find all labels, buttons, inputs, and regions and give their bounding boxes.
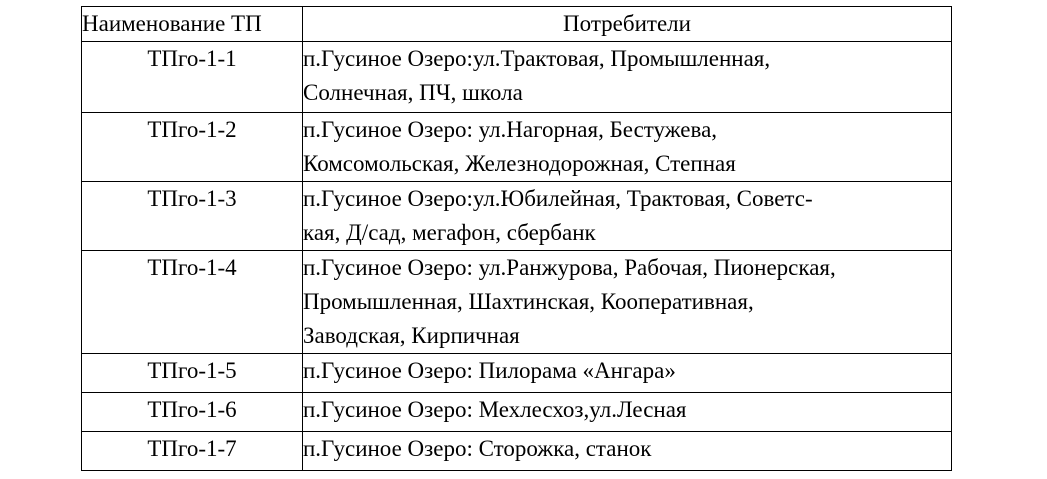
consumers-cell xyxy=(303,393,952,432)
substations-consumers-table xyxy=(81,6,952,471)
consumers-line: п.Гусиное Озеро: Сторожка, станок xyxy=(303,436,652,461)
consumers-line: Промышленная, Шахтинская, Кооперативная, xyxy=(303,289,754,314)
consumers-cell xyxy=(303,251,952,354)
cropped-heading-fragment xyxy=(82,0,342,4)
consumers-line: Солнечная, ПЧ, школа xyxy=(303,80,523,105)
header-consumers: Потребители xyxy=(303,7,952,42)
consumers-cell xyxy=(303,354,952,393)
consumers-line: п.Гусиное Озеро: ул.Ранжурова, Рабочая, Пионерская, xyxy=(303,255,836,280)
substation-name-cell: ТПго-1-2 xyxy=(82,113,303,182)
table-row xyxy=(82,432,952,471)
consumers-line: Комсомольская, Железнодорожная, Степная xyxy=(303,151,736,176)
substation-name-cell: ТПго-1-7 xyxy=(82,432,303,471)
consumers-cell xyxy=(303,432,952,471)
consumers-line: кая, Д/сад, мегафон, сбербанк xyxy=(303,220,596,245)
consumers-line: п.Гусиное Озеро: Пилорама «Ангара» xyxy=(303,358,676,383)
table-row xyxy=(82,113,952,182)
consumers-line: п.Гусиное Озеро:ул.Трактовая, Промышленная, xyxy=(303,46,771,71)
table-header-row xyxy=(82,7,952,42)
consumers-cell xyxy=(303,42,952,113)
substation-name-cell: ТПго-1-3 xyxy=(82,182,303,251)
substation-name-cell: ТПго-1-5 xyxy=(82,354,303,393)
consumers-line: п.Гусиное Озеро: Мехлесхоз,ул.Лесная xyxy=(303,397,687,422)
substation-name-cell: ТПго-1-4 xyxy=(82,251,303,354)
consumers-cell xyxy=(303,113,952,182)
consumers-line: п.Гусиное Озеро:ул.Юбилейная, Трактовая, Советс- xyxy=(303,186,813,211)
consumers-line: п.Гусиное Озеро: ул.Нагорная, Бестужева, xyxy=(303,117,718,142)
substation-name-cell: ТПго-1-1 xyxy=(82,42,303,113)
substation-name-cell: ТПго-1-6 xyxy=(82,393,303,432)
consumers-line: Заводская, Кирпичная xyxy=(303,323,520,348)
table-row xyxy=(82,251,952,354)
header-substation-name: Наименование ТП xyxy=(82,7,303,42)
table-row xyxy=(82,42,952,113)
table-row xyxy=(82,393,952,432)
table-row xyxy=(82,182,952,251)
consumers-cell xyxy=(303,182,952,251)
table-row xyxy=(82,354,952,393)
